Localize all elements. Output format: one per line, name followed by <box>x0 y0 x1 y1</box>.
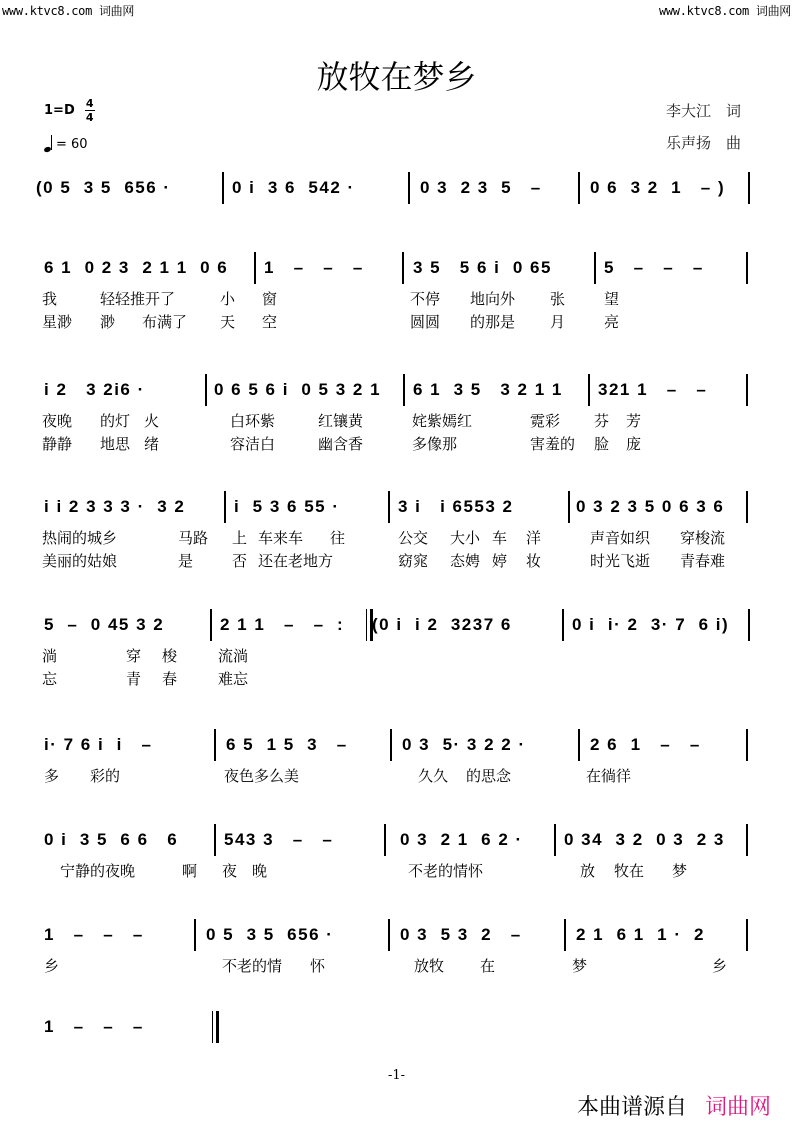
measure-notes: 0 3 5· 3 2 2 · <box>402 735 526 754</box>
measure-notes: 2 6 1 – – <box>590 735 701 754</box>
bar-line <box>388 491 390 523</box>
lyric-verse-1: 夜晚 <box>42 412 73 430</box>
lyric-verse-1: 公交 <box>398 529 429 547</box>
measure-notes: 0 34 3 2 0 3 2 3 <box>564 830 725 849</box>
source-brand-link[interactable]: 词曲网 <box>704 1095 771 1120</box>
bar-line <box>578 729 580 761</box>
lyric-verse-1: 马路 <box>178 529 209 547</box>
lyric-verse-2: 还在老地方 <box>258 552 334 570</box>
bar-line <box>214 824 216 856</box>
lyric-verse-1: 宁静的夜晚 <box>60 862 136 880</box>
lyric-verse-1: 夜 <box>222 862 238 880</box>
bar-line <box>568 491 570 523</box>
key-label: 1=D <box>44 103 75 118</box>
measure-notes: i i 2 3 3 3 · 3 2 <box>44 497 186 516</box>
lyric-verse-2: 的那是 <box>470 313 516 331</box>
lyric-verse-2: 天 <box>220 313 236 331</box>
lyric-verse-1: 乡 <box>44 957 60 975</box>
lyric-verse-2: 是 <box>178 552 194 570</box>
measure-notes: 0 3 2 3 5 0 6 3 6 <box>576 497 725 516</box>
bar-line <box>746 374 748 406</box>
measure-notes: 0 3 5 3 2 – <box>400 925 522 944</box>
measure-notes: 0 i 3 6 542 · <box>232 178 355 197</box>
lyric-verse-1: 大小 <box>450 529 481 547</box>
lyric-verse-2: 否 <box>232 552 248 570</box>
measure-notes: 6 1 0 2 3 2 1 1 0 6 <box>44 258 229 277</box>
measure-notes: 321 1 – – <box>598 380 708 399</box>
time-signature-bottom: 4 <box>85 111 94 124</box>
lyric-verse-1: 的思念 <box>466 767 512 785</box>
measure-notes: 0 6 5 6 i 0 5 3 2 1 <box>214 380 382 399</box>
measure-notes: 1 – – – <box>44 925 144 944</box>
lyric-verse-2: 时光飞逝 <box>590 552 651 570</box>
lyric-verse-1: 乡 <box>712 957 728 975</box>
lyric-verse-1: 放 <box>580 862 596 880</box>
watermark-left: www.ktvc8.com 词曲网 <box>2 4 135 18</box>
bar-line <box>746 919 748 951</box>
watermark-right: www.ktvc8.com 词曲网 <box>658 4 791 18</box>
lyric-verse-2: 静静 <box>42 435 73 453</box>
lyric-verse-2: 圆圆 <box>410 313 441 331</box>
lyric-verse-1: 轻轻推开了 <box>100 290 176 308</box>
measure-notes: (0 i i 2 3237 6 <box>372 615 512 634</box>
lyric-verse-1: 声音如织 <box>590 529 651 547</box>
bar-line <box>384 824 386 856</box>
source-credit <box>577 1090 771 1121</box>
tempo-value: = 60 <box>56 137 88 152</box>
lyric-verse-2: 脸 <box>594 435 610 453</box>
lyric-verse-2: 幽含香 <box>318 435 364 453</box>
bar-line <box>564 919 566 951</box>
lyric-verse-1: 在 <box>480 957 496 975</box>
bar-line <box>402 252 404 284</box>
lyric-verse-1: 红镶黄 <box>318 412 364 430</box>
lyric-verse-2: 空 <box>262 313 278 331</box>
lyric-verse-1: 久久 <box>418 767 449 785</box>
quarter-note-icon <box>44 134 53 152</box>
measure-notes: i· 7 6 i i – <box>44 735 153 754</box>
lyric-verse-2: 美丽的姑娘 <box>42 552 118 570</box>
lyric-verse-2: 亮 <box>604 313 620 331</box>
lyric-verse-1: 小 <box>220 290 236 308</box>
bar-line <box>746 729 748 761</box>
lyric-verse-2: 妆 <box>526 552 542 570</box>
lyric-verse-1: 车 <box>492 529 508 547</box>
lyric-verse-1: 张 <box>550 290 566 308</box>
time-signature <box>85 98 95 123</box>
lyric-verse-1: 芬 <box>594 412 610 430</box>
measure-notes: i 2 3 2i6 · <box>44 380 145 399</box>
lyric-verse-2: 容洁白 <box>230 435 276 453</box>
measure-notes: 0 i 3 5 6 6 6 <box>44 830 179 849</box>
lyric-verse-1: 不老的情怀 <box>408 862 484 880</box>
lyric-verse-1: 白环紫 <box>230 412 276 430</box>
bar-line <box>594 252 596 284</box>
key-signature <box>44 98 95 123</box>
lyric-verse-2: 青 <box>126 670 142 688</box>
lyric-verse-1: 不停 <box>410 290 441 308</box>
lyric-verse-2: 态娉 <box>450 552 481 570</box>
lyric-verse-2: 地思 <box>100 435 131 453</box>
lyric-verse-1: 在徜徉 <box>586 767 632 785</box>
bar-line <box>578 172 580 204</box>
lyric-verse-1: 晚 <box>252 862 268 880</box>
bar-line <box>408 172 410 204</box>
measure-notes: (0 5 3 5 656 · <box>36 178 171 197</box>
lyric-verse-1: 姹紫嫣红 <box>412 412 473 430</box>
measure-notes: 543 3 – – <box>224 830 334 849</box>
lyric-verse-1: 芳 <box>626 412 642 430</box>
lyric-verse-1: 火 <box>144 412 160 430</box>
bar-line <box>210 609 212 641</box>
bar-line <box>748 609 750 641</box>
measure-notes: 0 6 3 2 1 – ) <box>590 178 726 197</box>
source-label: 本曲谱源自 <box>576 1095 687 1120</box>
lyric-verse-1: 多 <box>44 767 60 785</box>
measure-notes: 3 i i 6553 2 <box>398 497 514 516</box>
measure-notes: 2 1 6 1 1 · 2 <box>576 925 705 944</box>
lyric-verse-2: 忘 <box>42 670 58 688</box>
lyric-verse-2: 春 <box>162 670 178 688</box>
measure-notes: 5 – – – <box>604 258 704 277</box>
lyric-verse-2: 月 <box>550 313 566 331</box>
lyric-verse-1: 不老的情 <box>222 957 283 975</box>
measure-notes: 0 3 2 1 6 2 · <box>400 830 523 849</box>
lyric-verse-1: 彩的 <box>90 767 121 785</box>
lyric-verse-1: 我 <box>42 290 58 308</box>
time-signature-top: 4 <box>85 97 94 110</box>
bar-line <box>388 919 390 951</box>
bar-line <box>214 729 216 761</box>
bar-line <box>746 491 748 523</box>
bar-line <box>254 252 256 284</box>
lyric-verse-1: 夜色多么美 <box>224 767 300 785</box>
lyric-verse-1: 梦 <box>672 862 688 880</box>
lyric-verse-2: 布满了 <box>142 313 188 331</box>
lyric-verse-1: 往 <box>330 529 346 547</box>
lyric-verse-1: 梭 <box>162 647 178 665</box>
lyric-verse-1: 上 <box>232 529 248 547</box>
repeat-bar-line <box>366 609 373 641</box>
page-number: -1- <box>387 1068 406 1083</box>
lyric-verse-1: 淌 <box>42 647 58 665</box>
final-bar-line <box>212 1011 219 1043</box>
lyric-verse-1: 穿梭流 <box>680 529 726 547</box>
lyric-verse-1: 车来车 <box>258 529 304 547</box>
lyric-verse-2: 婷 <box>492 552 508 570</box>
bar-line <box>746 824 748 856</box>
bar-line <box>554 824 556 856</box>
tempo-marking <box>44 134 88 152</box>
bar-line <box>746 252 748 284</box>
bar-line <box>748 172 750 204</box>
lyric-verse-2: 庞 <box>626 435 642 453</box>
measure-notes: 2 1 1 – – : <box>220 615 345 634</box>
measure-notes: 3 5 5 6 i 0 65 <box>413 258 552 277</box>
lyric-verse-2: 害羞的 <box>530 435 576 453</box>
lyricist-credit: 李大江 词 <box>665 102 741 120</box>
lyric-verse-1: 热闹的城乡 <box>42 529 118 547</box>
lyric-verse-1: 啊 <box>182 862 198 880</box>
lyric-verse-1: 牧在 <box>614 862 645 880</box>
bar-line <box>588 374 590 406</box>
measure-notes: i 5 3 6 55 · <box>234 497 340 516</box>
composer-credit: 乐声扬 曲 <box>665 134 741 152</box>
bar-line <box>562 609 564 641</box>
lyric-verse-1: 窗 <box>262 290 278 308</box>
measure-notes: 1 – – – <box>44 1017 144 1036</box>
lyric-verse-1: 的灯 <box>100 412 131 430</box>
lyric-verse-2: 难忘 <box>218 670 249 688</box>
measure-notes: 5 – 0 45 3 2 <box>44 615 165 634</box>
bar-line <box>224 491 226 523</box>
lyric-verse-1: 怀 <box>310 957 326 975</box>
bar-line <box>390 729 392 761</box>
lyric-verse-2: 窈窕 <box>398 552 429 570</box>
lyric-verse-1: 地向外 <box>470 290 516 308</box>
lyric-verse-1: 穿 <box>126 647 142 665</box>
lyric-verse-1: 洋 <box>526 529 542 547</box>
measure-notes: 0 5 3 5 656 · <box>206 925 334 944</box>
bar-line <box>403 374 405 406</box>
lyric-verse-2: 渺 <box>100 313 116 331</box>
bar-line <box>205 374 207 406</box>
lyric-verse-1: 霓彩 <box>530 412 561 430</box>
measure-notes: 6 5 1 5 3 – <box>226 735 348 754</box>
measure-notes: 6 1 3 5 3 2 1 1 <box>413 380 563 399</box>
lyric-verse-1: 放牧 <box>414 957 445 975</box>
bar-line <box>222 172 224 204</box>
lyric-verse-2: 多像那 <box>412 435 458 453</box>
lyric-verse-1: 望 <box>604 290 620 308</box>
lyric-verse-2: 绪 <box>144 435 160 453</box>
lyric-verse-2: 青春难 <box>680 552 726 570</box>
measure-notes: 1 – – – <box>264 258 364 277</box>
lyric-verse-1: 梦 <box>572 957 588 975</box>
bar-line <box>194 919 196 951</box>
song-title: 放牧在梦乡 <box>316 58 477 96</box>
lyric-verse-1: 流淌 <box>218 647 249 665</box>
measure-notes: 0 i i· 2 3· 7 6 i) <box>572 615 730 634</box>
measure-notes: 0 3 2 3 5 – <box>420 178 542 197</box>
lyric-verse-2: 星渺 <box>42 313 73 331</box>
